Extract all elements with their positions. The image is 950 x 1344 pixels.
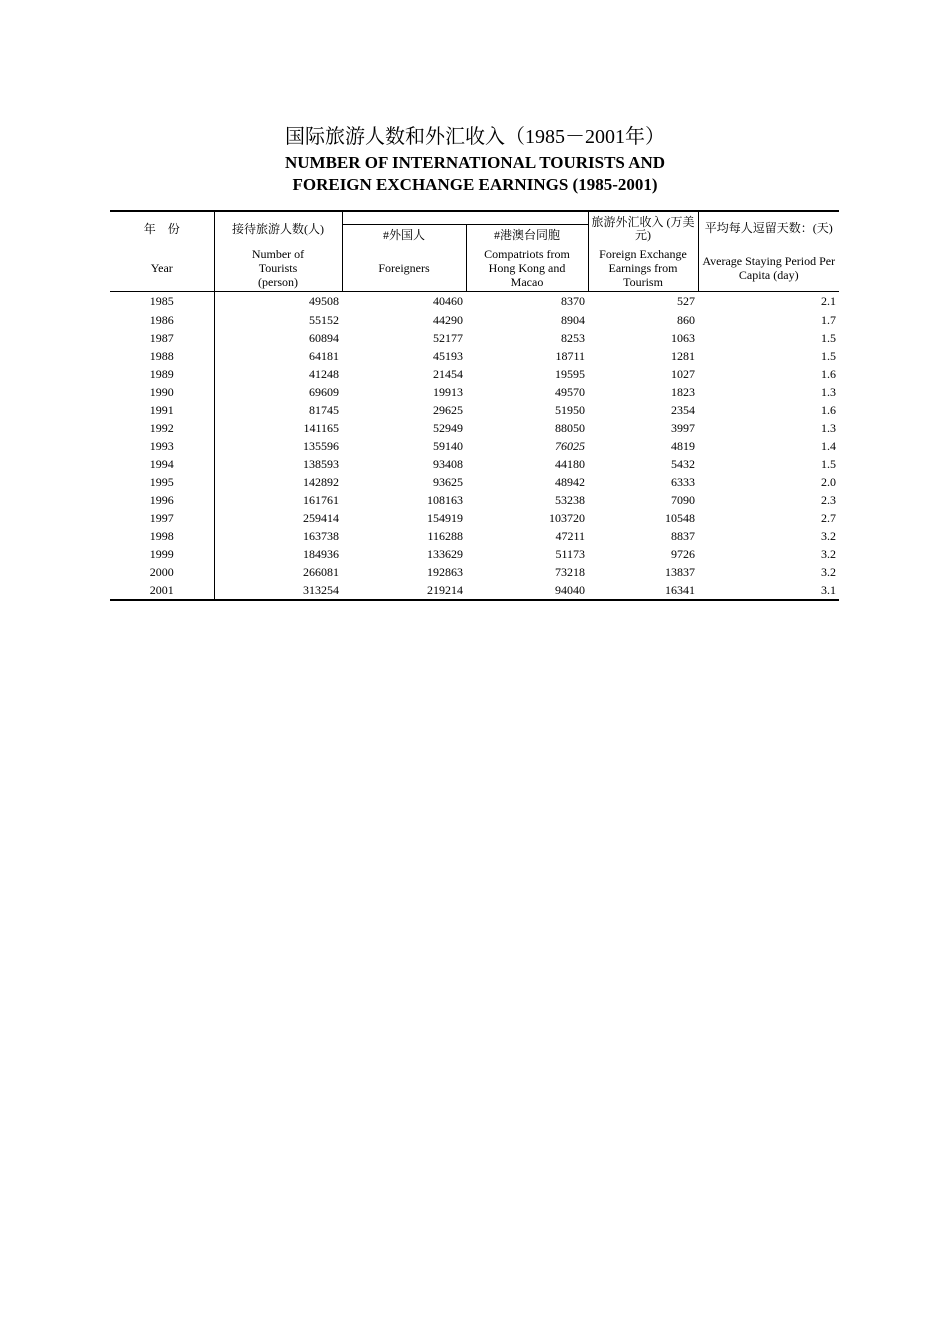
cell-compatriots: 73218 (555, 564, 585, 579)
cell-earnings: 7090 (671, 492, 695, 507)
cell-earnings: 5432 (671, 456, 695, 471)
cell-stay: 1.5 (821, 348, 836, 363)
cell-earnings: 4819 (671, 438, 695, 453)
cell-year: 1989 (110, 365, 214, 383)
cell-year: 1990 (110, 383, 214, 401)
cell-tourists: 64181 (309, 348, 339, 363)
cell-stay: 2.0 (821, 474, 836, 489)
table-row (110, 437, 839, 455)
cell-foreigners: 116288 (427, 528, 463, 543)
cell-stay: 3.2 (821, 564, 836, 579)
cell-earnings: 9726 (671, 546, 695, 561)
cell-year: 1998 (110, 527, 214, 545)
cell-compatriots: 49570 (555, 384, 585, 399)
cell-compatriots: 88050 (555, 420, 585, 435)
cell-compatriots: 18711 (555, 348, 585, 363)
cell-compatriots: 8253 (561, 330, 585, 345)
table-row (110, 581, 839, 600)
cell-year: 2001 (110, 581, 214, 600)
header-tourists-cn: 接待旅游人数(人) (232, 221, 324, 236)
table-row (110, 419, 839, 437)
cell-year: 1986 (110, 311, 214, 329)
header-year-en: Year (110, 245, 214, 292)
cell-stay: 3.2 (821, 528, 836, 543)
cell-earnings: 8837 (671, 528, 695, 543)
table-header (110, 211, 839, 292)
cell-earnings: 6333 (671, 474, 695, 489)
table-row (110, 509, 839, 527)
cell-year: 1993 (110, 437, 214, 455)
cell-stay: 1.6 (821, 366, 836, 381)
cell-foreigners: 93625 (433, 474, 463, 489)
cell-earnings: 860 (677, 312, 695, 327)
cell-foreigners: 192863 (427, 564, 463, 579)
table-row (110, 527, 839, 545)
cell-tourists: 138593 (303, 456, 339, 471)
cell-foreigners: 93408 (433, 456, 463, 471)
cell-foreigners: 44290 (433, 312, 463, 327)
cell-stay: 1.5 (821, 330, 836, 345)
cell-compatriots: 53238 (555, 492, 585, 507)
cell-stay: 2.1 (821, 294, 836, 309)
tourism-table (110, 210, 839, 601)
cell-year: 1996 (110, 491, 214, 509)
cell-earnings: 1823 (671, 384, 695, 399)
cell-foreigners: 52949 (433, 420, 463, 435)
cell-tourists: 69609 (309, 384, 339, 399)
cell-earnings: 527 (677, 294, 695, 309)
cell-year: 1995 (110, 473, 214, 491)
cell-stay: 1.6 (821, 402, 836, 417)
cell-earnings: 2354 (671, 402, 695, 417)
table-body (110, 292, 839, 600)
table-row (110, 491, 839, 509)
cell-earnings: 1027 (671, 366, 695, 381)
cell-tourists: 81745 (309, 402, 339, 417)
cell-tourists: 313254 (214, 581, 342, 600)
header-stay-cn: 平均每人逗留天数：(天) (704, 221, 833, 235)
cell-compatriots: 44180 (555, 456, 585, 471)
cell-tourists: 135596 (303, 438, 339, 453)
cell-stay: 1.3 (821, 384, 836, 399)
cell-tourists: 259414 (303, 510, 339, 525)
cell-stay: 1.3 (821, 420, 836, 435)
cell-year: 1991 (110, 401, 214, 419)
cell-tourists: 163738 (303, 528, 339, 543)
table-row (110, 473, 839, 491)
cell-stay: 1.4 (821, 438, 836, 453)
cell-stay: 3.1 (698, 581, 839, 600)
cell-earnings: 16341 (588, 581, 698, 600)
table-row (110, 455, 839, 473)
cell-foreigners: 40460 (433, 294, 463, 309)
cell-earnings: 13837 (665, 564, 695, 579)
cell-tourists: 142892 (303, 474, 339, 489)
cell-compatriots: 8904 (561, 312, 585, 327)
cell-year: 1999 (110, 545, 214, 563)
cell-year: 1992 (110, 419, 214, 437)
cell-tourists: 184936 (303, 546, 339, 561)
cell-foreigners: 29625 (433, 402, 463, 417)
table-row (110, 545, 839, 563)
cell-foreigners: 219214 (342, 581, 466, 600)
cell-stay: 2.7 (821, 510, 836, 525)
title-english-line2: FOREIGN EXCHANGE EARNINGS (1985-2001) (292, 175, 658, 194)
header-compatriots-cn: #港澳台同胞 (466, 225, 588, 246)
cell-year: 1987 (110, 329, 214, 347)
table-row (110, 347, 839, 365)
cell-compatriots: 19595 (555, 366, 585, 381)
table-row (110, 563, 839, 581)
header-earnings-en: Foreign Exchange Earnings from Tourism (588, 245, 698, 292)
cell-foreigners: 154919 (427, 510, 463, 525)
cell-compatriots: 76025 (555, 438, 585, 453)
cell-compatriots: 47211 (555, 528, 585, 543)
cell-tourists: 266081 (303, 564, 339, 579)
cell-tourists: 55152 (309, 312, 339, 327)
table-row (110, 329, 839, 347)
cell-compatriots: 48942 (555, 474, 585, 489)
header-tourists-en: Number of Tourists (person) (214, 245, 342, 292)
cell-compatriots: 8370 (561, 294, 585, 309)
cell-tourists: 141165 (303, 420, 339, 435)
header-compatriots-en: Compatriots from Hong Kong and Macao (466, 245, 588, 292)
cell-earnings: 3997 (671, 420, 695, 435)
table-row (110, 292, 839, 311)
cell-foreigners: 21454 (433, 366, 463, 381)
cell-compatriots: 94040 (466, 581, 588, 600)
header-year-cn: 年 份 (110, 211, 214, 245)
cell-compatriots: 51950 (555, 402, 585, 417)
cell-year: 1997 (110, 509, 214, 527)
header-foreigners-en: Foreigners (342, 245, 466, 292)
cell-foreigners: 59140 (433, 438, 463, 453)
cell-tourists: 161761 (303, 492, 339, 507)
title-english-line1: NUMBER OF INTERNATIONAL TOURISTS AND (284, 153, 666, 172)
cell-stay: 2.3 (821, 492, 836, 507)
table-row (110, 383, 839, 401)
title-chinese: 国际旅游人数和外汇收入（1985－2001年） (285, 126, 665, 148)
cell-foreigners: 45193 (433, 348, 463, 363)
cell-foreigners: 133629 (427, 546, 463, 561)
cell-tourists: 41248 (309, 366, 339, 381)
cell-stay: 1.7 (821, 312, 836, 327)
header-foreigners-cn: #外国人 (342, 225, 466, 246)
cell-stay: 3.2 (821, 546, 836, 561)
cell-foreigners: 108163 (427, 492, 463, 507)
header-earnings-cn: 旅游外汇收入 (万美元) (588, 211, 698, 245)
cell-year: 1985 (110, 292, 214, 311)
table-row (110, 311, 839, 329)
cell-compatriots: 103720 (549, 510, 585, 525)
cell-stay: 1.5 (821, 456, 836, 471)
cell-year: 1994 (110, 455, 214, 473)
cell-year: 1988 (110, 347, 214, 365)
cell-earnings: 10548 (665, 510, 695, 525)
page-title (0, 122, 950, 196)
cell-earnings: 1063 (671, 330, 695, 345)
cell-earnings: 1281 (671, 348, 695, 363)
cell-year: 2000 (110, 563, 214, 581)
cell-foreigners: 52177 (433, 330, 463, 345)
cell-tourists: 60894 (309, 330, 339, 345)
cell-compatriots: 51173 (555, 546, 585, 561)
header-stay-en: Average Staying Period Per Capita (day) (702, 254, 836, 282)
table-row (110, 401, 839, 419)
cell-tourists: 49508 (309, 294, 339, 309)
cell-foreigners: 19913 (433, 384, 463, 399)
table-row (110, 365, 839, 383)
